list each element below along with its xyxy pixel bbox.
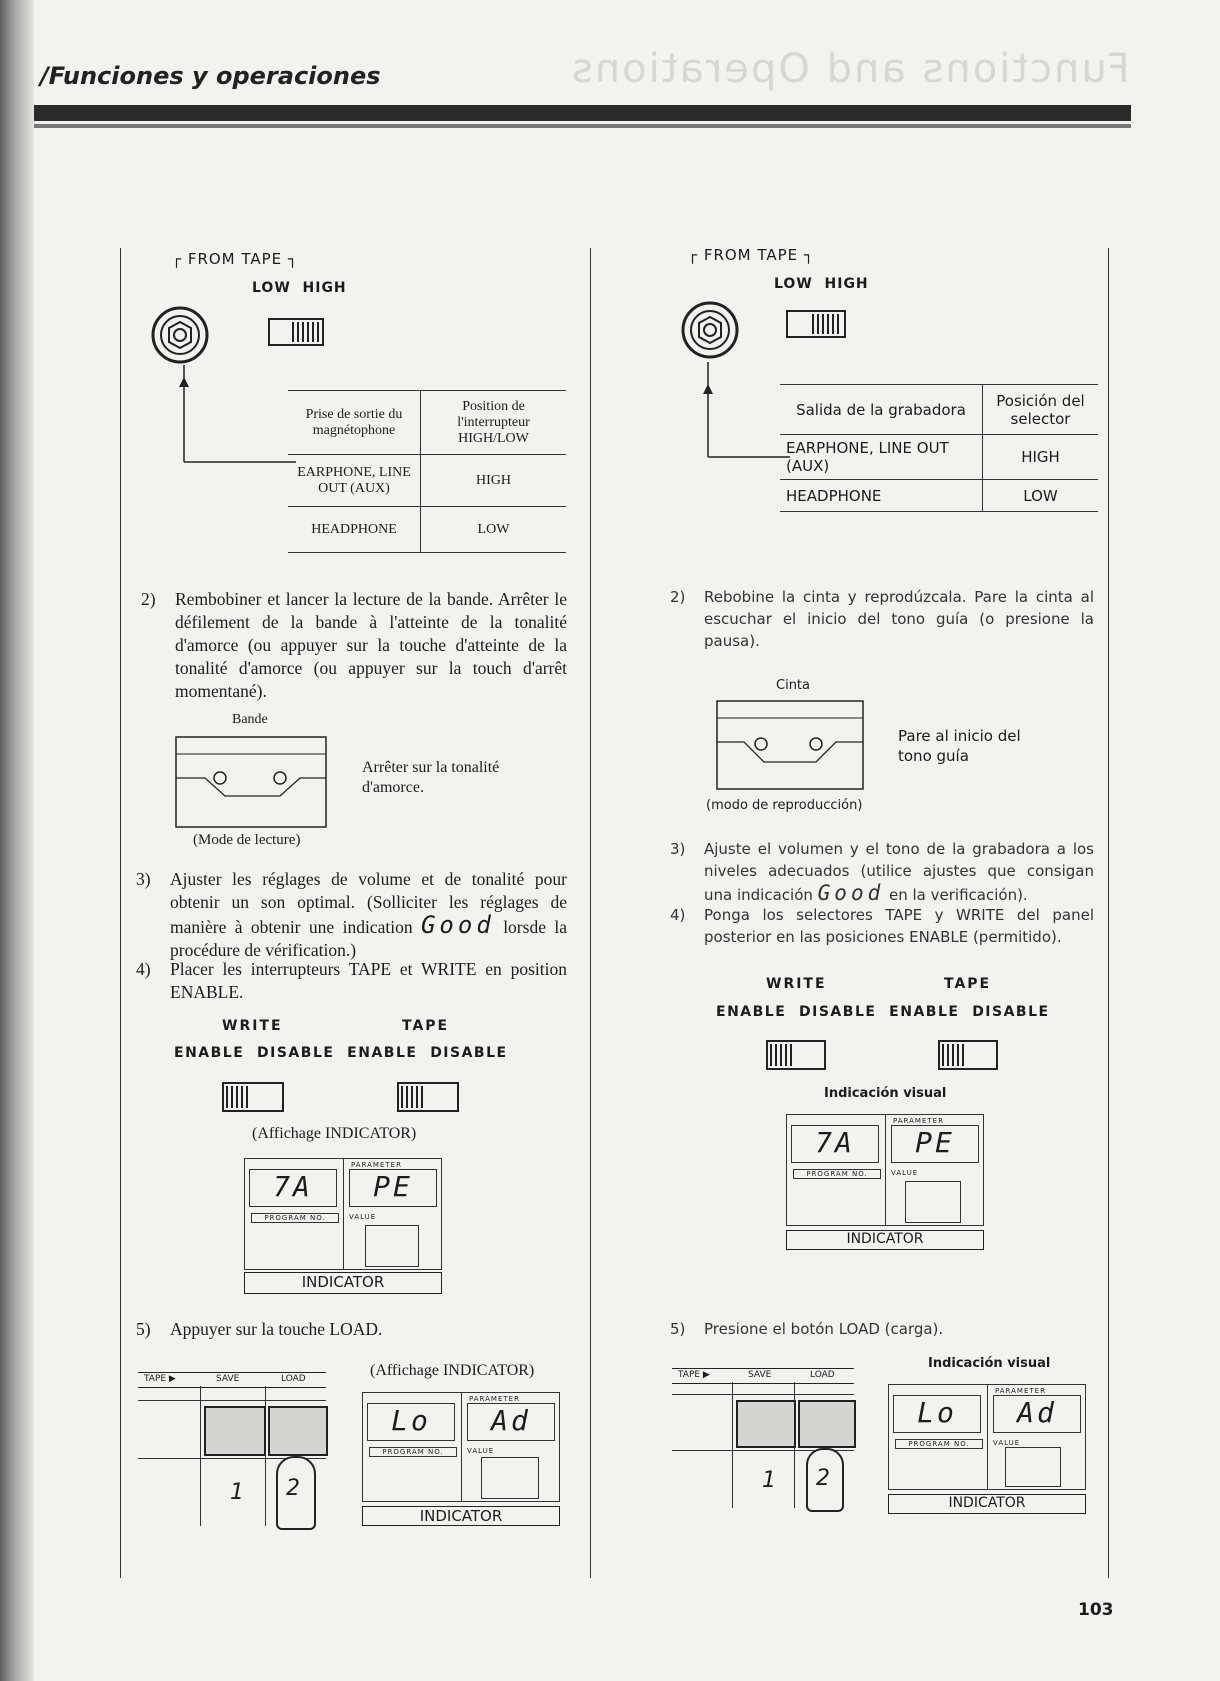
right-save-button[interactable] [736,1400,796,1448]
right-tape-stop-note: Pare al inicio del tono guía [898,727,1021,765]
right-tape-play-label: TAPE ▶ [678,1370,710,1380]
right-table-r2c2: LOW [983,480,1099,512]
right-step-2: 2) Rebobine la cinta y reprodúzcala. Pare la cinta al escuchar el inicio del tono guía (o presione la pausa). [670,588,1094,650]
left-load-label: LOAD [281,1374,306,1384]
right-table-r2c1: HEADPHONE [780,480,983,512]
right-load-label: LOAD [810,1370,835,1380]
header-rule-thin [34,124,1131,128]
right-lcd2-param-display: Ad [993,1395,1081,1433]
left-lcd-value-box [365,1225,419,1267]
left-indicator-bar-2: INDICATOR [362,1506,560,1526]
left-from-tape-switch[interactable] [268,318,324,346]
right-good-display: Good [817,881,885,905]
right-lcd2-value-box [1005,1447,1061,1487]
right-indicator-caption-2: Indicación visual [928,1356,1051,1371]
left-lcd-param-display: PE [349,1169,437,1207]
right-write-label: WRITE [766,976,827,992]
left-step-3: 3) Ajuster les réglages de volume et de tonalité pour obtenir un son optimal. (Solliciter les réglages de manière à obtenir une indication Good lorsde la procédure de vérification.) [136,869,567,960]
right-switch-title: ┌ FROM TAPE ┐ [688,246,814,264]
left-key-2: 2 [286,1476,300,1501]
right-column-rule [1108,248,1109,1578]
left-key-1: 1 [230,1480,244,1505]
right-lcd2-value-label: VALUE [993,1439,1021,1447]
left-lcd2-value-box [481,1457,539,1499]
right-jack-icon [680,300,740,360]
right-tape-mode: (modo de reproducción) [706,798,863,813]
right-step-5: 5) Presione el botón LOAD (carga). [670,1320,944,1338]
right-lcd-program-no-label: PROGRAM NO. [793,1169,881,1179]
left-tape-switch-label: TAPE [402,1018,450,1034]
left-lcd2-value-label: VALUE [467,1447,495,1455]
right-write-switch[interactable] [766,1040,826,1070]
left-keypad-header [138,1372,326,1388]
left-tape-mode: (Mode de lecture) [193,832,301,848]
left-lcd2-program-display: Lo [367,1403,455,1441]
left-indicator-caption: (Affichage INDICATOR) [252,1125,417,1142]
right-table-r1c1: EARPHONE, LINE OUT (AUX) [780,435,983,480]
right-key-2: 2 [816,1466,830,1491]
left-cassette-icon [175,736,330,831]
left-save-button[interactable] [204,1406,266,1456]
left-table-r1c2: HIGH [421,455,567,507]
left-good-display: Good [420,911,495,939]
right-lcd2-program-no-label: PROGRAM NO. [895,1439,983,1449]
left-lcd-value-label: VALUE [349,1213,377,1221]
left-jack-icon [150,305,210,365]
left-table-r2c1: HEADPHONE [288,507,421,553]
mirror-bleed-text: Functions and Operations [570,46,1130,92]
left-lcd-program-no-label: PROGRAM NO. [251,1213,339,1223]
left-lcd-program-display: 7A [249,1169,337,1207]
right-table-h1: Salida de la grabadora [780,385,983,435]
left-tape-label: Bande [232,712,268,727]
right-indicator-bar: INDICATOR [786,1230,984,1250]
left-table-r2c2: LOW [421,507,567,553]
left-write-switch[interactable] [222,1082,284,1112]
right-tape-label: Cinta [776,678,810,693]
right-output-table [780,384,1098,512]
right-keypad [672,1368,854,1508]
right-step-4: 4) Ponga los selectores TAPE y WRITE del panel posterior en las posiciones ENABLE (permitido). [670,906,1094,946]
page-number: 103 [1078,1600,1114,1620]
right-indicator-bar-2: INDICATOR [888,1494,1086,1514]
left-output-table [288,390,566,553]
right-from-tape-switch[interactable] [786,310,846,338]
right-step-3: 3) Ajuste el volumen y el tono de la grabadora a los niveles adecuados (utilice ajustes que consigan una indicación Good en la verificación). [670,840,1094,905]
left-lcd-parameter-label: PARAMETER [351,1161,402,1169]
right-cassette-icon [716,700,866,792]
left-table-r1c1: EARPHONE, LINE OUT (AUX) [288,455,421,507]
right-tape-switch[interactable] [938,1040,998,1070]
right-keypad-header [672,1368,854,1384]
right-key-1: 1 [762,1468,776,1493]
right-indicator-caption: Indicación visual [824,1086,947,1101]
right-lcd-program-display: 7A [791,1125,879,1163]
right-tape-switch-label: TAPE [944,976,992,992]
center-column-rule [590,248,591,1578]
page-header: /Funciones y operaciones [40,62,381,90]
left-enable-disable: ENABLE DISABLE ENABLE DISABLE [174,1045,508,1061]
right-lcd2-parameter-label: PARAMETER [995,1387,1046,1395]
left-keypad [138,1372,326,1527]
header-rule [34,105,1131,121]
right-jack-lead-line [700,362,790,460]
left-jack-lead-line [176,365,296,465]
right-save-label: SAVE [748,1370,772,1380]
left-lcd2-param-display: Ad [467,1403,555,1441]
right-lcd2-program-display: Lo [893,1395,981,1433]
right-indicator-panel-2 [888,1384,1086,1490]
left-step-2: 2) Rembobiner et lancer la lecture de la bande. Arrêter le défilement de la bande à l'atteinte de la tonalité d'amorce (ou appuyer sur la touche d'atteinte de la tonalité d'amorce (ou appuyer sur la touch d'arrêt momentané). [141,589,567,701]
right-switch-low-high: LOW HIGH [774,276,869,292]
left-column-rule [120,248,121,1578]
right-lcd-parameter-label: PARAMETER [893,1117,944,1125]
right-table-h2: Posición del selector [983,385,1099,435]
right-load-button[interactable] [798,1400,856,1448]
left-indicator-panel [244,1158,442,1270]
left-write-label: WRITE [222,1018,283,1034]
left-indicator-caption-2: (Affichage INDICATOR) [370,1362,535,1379]
left-indicator-panel-2 [362,1392,560,1502]
left-tape-play-label: TAPE ▶ [144,1374,176,1384]
right-lcd-value-box [905,1181,961,1223]
left-indicator-bar: INDICATOR [244,1272,442,1294]
page-binding-shadow [0,0,34,1681]
left-step-5: 5) Appuyer sur la touche LOAD. [136,1319,383,1339]
left-lcd2-program-no-label: PROGRAM NO. [369,1447,457,1457]
right-enable-disable: ENABLE DISABLE ENABLE DISABLE [716,1004,1050,1020]
left-lcd2-parameter-label: PARAMETER [469,1395,520,1403]
left-save-label: SAVE [216,1374,240,1384]
left-table-h2: Position de l'interrupteur HIGH/LOW [421,391,567,455]
right-lcd-value-label: VALUE [891,1169,919,1177]
left-tape-stop-note: Arrêter sur la tonalité d'amorce. [362,759,500,796]
right-lcd-param-display: PE [891,1125,979,1163]
right-indicator-panel [786,1114,984,1226]
left-switch-low-high: LOW HIGH [252,280,347,296]
left-tape-switch[interactable] [397,1082,459,1112]
left-switch-title: ┌ FROM TAPE ┐ [172,250,298,268]
left-load-button[interactable] [268,1406,328,1456]
left-step-4: 4) Placer les interrupteurs TAPE et WRITE en position ENABLE. [136,959,567,1002]
left-table-h1: Prise de sortie du magnétophone [288,391,421,455]
right-table-r1c2: HIGH [983,435,1099,480]
